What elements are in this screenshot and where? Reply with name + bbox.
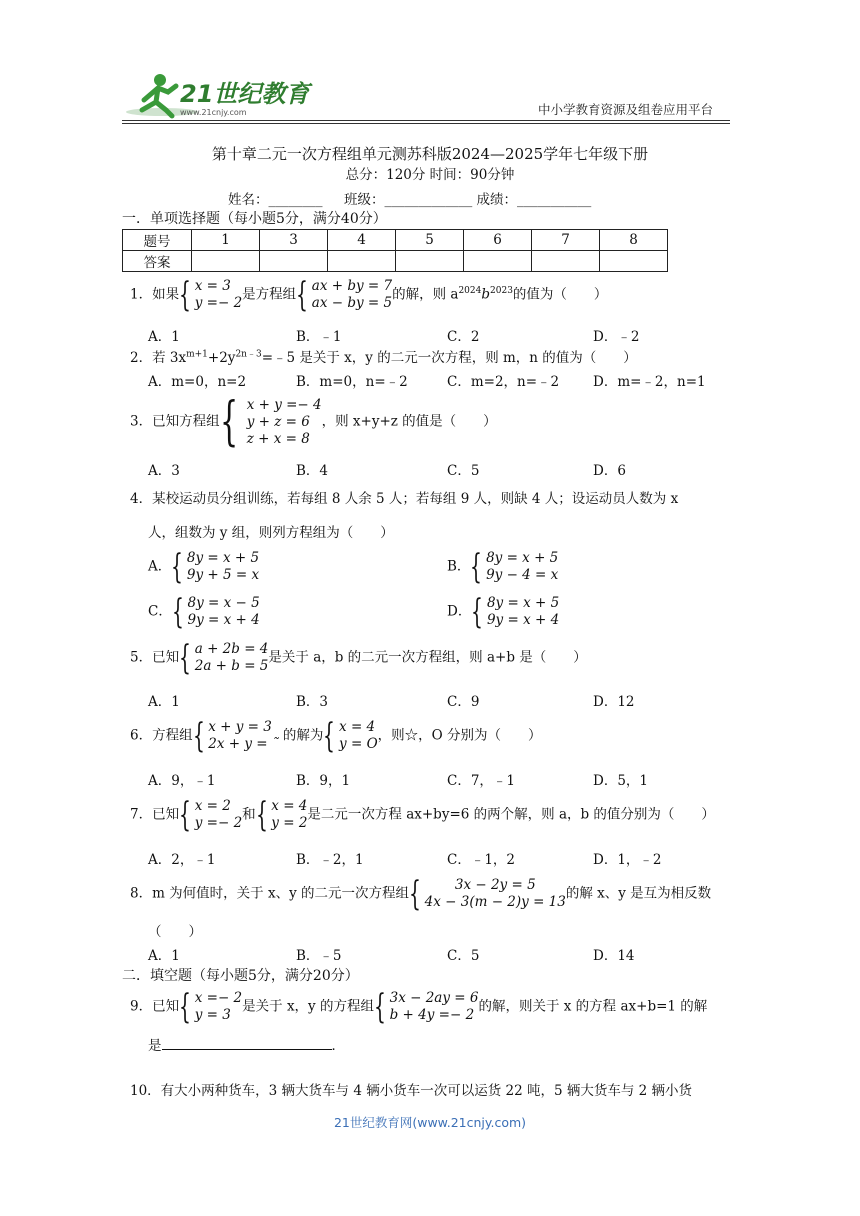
q7-option-d[interactable]: D．1，﹣2: [593, 852, 662, 868]
q7-option-a[interactable]: A．2，﹣1: [148, 852, 216, 868]
answer-cell[interactable]: [464, 251, 532, 272]
math-system: [323, 716, 378, 756]
platform-name: 中小学教育资源及组卷应用平台: [538, 102, 714, 117]
brace-symbol: {: [470, 547, 483, 587]
text-fragment: y = 2: [271, 815, 308, 831]
q3-option-b[interactable]: B．4: [296, 463, 329, 479]
question-8: [130, 874, 712, 914]
text-fragment: 8．m 为何值时，关于 x、y 的二元一次方程组: [130, 885, 410, 902]
q5-option-d[interactable]: D．12: [593, 694, 635, 710]
logo-21cnjy: [122, 70, 310, 120]
q8-option-c[interactable]: C．5: [447, 948, 480, 964]
text-fragment: 3x − 2y = 5: [454, 877, 536, 893]
text-fragment: 9y = x + 4: [187, 612, 260, 628]
text-fragment: +2y: [207, 350, 236, 366]
table-row: [123, 251, 668, 272]
text-fragment: y =− 2: [194, 815, 243, 831]
text-fragment: x + y =− 4: [246, 396, 322, 413]
text-fragment: 3．已知方程组: [130, 413, 220, 430]
text-fragment: 2．若 3x: [130, 350, 187, 366]
text-fragment: ．: [331, 1038, 345, 1054]
text-fragment: 的值为（ ）: [512, 286, 608, 303]
text-fragment: ，则 x+y+z 的值是（ ）: [321, 413, 497, 430]
equation-system: [195, 278, 242, 312]
text-fragment: ax + by = 7: [311, 278, 393, 294]
answer-cell[interactable]: [600, 251, 668, 272]
text-fragment: y = O: [339, 736, 378, 752]
header-rule-thin: [122, 123, 730, 124]
text-fragment: 是二元一次方程 ax+by=6 的两个解，则 a，b 的值分别为（ ）: [307, 806, 715, 823]
text-fragment: 9y − 4 = x: [486, 567, 559, 583]
brace-symbol: {: [192, 716, 205, 756]
q5-option-a[interactable]: A．1: [148, 694, 180, 710]
answer-cell[interactable]: [396, 251, 464, 272]
q8-option-d[interactable]: D．14: [593, 948, 635, 964]
q5-option-c[interactable]: C．9: [447, 694, 480, 710]
q7-option-c[interactable]: C．﹣1，2: [447, 852, 516, 868]
text-fragment: C．: [148, 603, 172, 620]
text-fragment: 的解 x、y 是互为相反数: [565, 885, 712, 902]
question-4-line1: 4．某校运动员分组训练，若每组 8 人余 5 人；若每组 9 人，则缺 4 人；设运动员人数为 x: [130, 491, 679, 507]
equation-system: [271, 798, 307, 832]
name-line: [228, 188, 591, 208]
text-fragment: 2023: [490, 286, 513, 296]
text-fragment: 是关于 x，y 的方程组: [242, 998, 374, 1015]
answer-cell[interactable]: [192, 251, 260, 272]
brace-symbol: {: [255, 795, 268, 835]
q6-option-b[interactable]: B．9，1: [296, 773, 351, 789]
text-fragment: [154, 74, 166, 86]
equation-system: [208, 719, 278, 753]
math-system: [470, 547, 559, 587]
text-fragment: 3x − 2ay = 6: [389, 990, 479, 1006]
q1-option-d[interactable]: D．﹣2: [593, 329, 640, 345]
q8-option-a[interactable]: A．1: [148, 948, 180, 964]
exam-title: 第十章二元一次方程组单元测苏科版2024—2025学年七年级下册: [211, 145, 649, 163]
table-cell: 答案: [123, 251, 192, 272]
equation-system: [425, 877, 566, 911]
q4-option-a[interactable]: [148, 547, 260, 587]
q4-option-d[interactable]: [447, 592, 560, 632]
math-system: [255, 795, 308, 835]
text-fragment: 2x + y = ˜: [208, 736, 279, 752]
text-fragment: 8y = x + 5: [486, 550, 559, 566]
q1-option-a[interactable]: A．1: [148, 329, 180, 345]
math-system: [171, 592, 260, 632]
table-cell: 4: [328, 230, 396, 251]
brace-symbol: {: [179, 795, 191, 835]
equation-system: [486, 550, 558, 584]
table-cell: 6: [464, 230, 532, 251]
brace-symbol: {: [471, 592, 484, 632]
answer-table: [122, 229, 668, 272]
text-fragment: 的解，则关于 x 的方程 ax+b=1 的解: [478, 998, 708, 1015]
equation-system: [187, 550, 259, 584]
question-8-paren: （ ）: [148, 924, 202, 940]
table-cell: 8: [600, 230, 668, 251]
name-field[interactable]: 姓名：________: [228, 192, 323, 208]
text-fragment: 2a + b = 5: [194, 658, 269, 674]
section-2-heading: 二．填空题（每小题5分，满分20分）: [122, 968, 359, 984]
equation-system: [487, 595, 559, 629]
q3-option-d[interactable]: D．6: [593, 463, 626, 479]
text-fragment: 8y = x + 5: [486, 595, 560, 611]
question-10-line1: 10．有大小两种货车，3 辆大货车与 4 辆小货车一次可以运货 22 吨，5 辆大货车与 2 辆小货: [130, 1083, 693, 1099]
equation-system: [312, 278, 392, 312]
answer-cell[interactable]: [532, 251, 600, 272]
text-fragment: x + y = 3: [208, 719, 272, 735]
text-fragment: m+1: [186, 349, 208, 360]
text-fragment: A．: [148, 558, 172, 575]
math-system: [409, 874, 566, 914]
q3-option-c[interactable]: C．5: [447, 463, 480, 479]
brace-symbol: {: [373, 987, 386, 1027]
question-3: [130, 392, 497, 452]
section-1-heading: 一．单项选择题（每小题5分，满分40分）: [122, 211, 387, 227]
text-fragment: 9y + 5 = x: [186, 567, 260, 583]
brace-symbol: {: [171, 592, 184, 632]
brace-symbol: {: [179, 275, 191, 315]
q2-option-d[interactable]: D．m=﹣2，n=1: [593, 374, 706, 390]
math-system: [296, 275, 393, 315]
table-cell: 1: [192, 230, 260, 251]
text-fragment: x = 4: [271, 798, 308, 814]
text-fragment: 7．已知: [130, 806, 180, 823]
score-field[interactable]: 成绩：___________: [476, 192, 592, 208]
math-system: [179, 275, 243, 315]
text-fragment: 和: [242, 806, 256, 823]
equation-system: [339, 719, 378, 753]
q4-option-c[interactable]: [148, 592, 260, 632]
question-6: [130, 716, 542, 756]
text-fragment: 是: [148, 1038, 162, 1054]
text-fragment: y =− 2: [194, 295, 243, 311]
q4-option-b[interactable]: [447, 547, 559, 587]
text-fragment: D．: [447, 603, 472, 620]
q3-option-a[interactable]: A．3: [148, 463, 180, 479]
question-1: [130, 275, 608, 315]
math-system: [219, 392, 322, 452]
text-fragment: 2n﹣3: [235, 349, 262, 360]
q8-option-b[interactable]: B．﹣5: [296, 948, 342, 964]
text-fragment: 5．已知: [130, 649, 180, 666]
question-2: [130, 346, 637, 366]
math-system: [471, 592, 560, 632]
q2-option-a[interactable]: A．m=0，n=2: [148, 374, 247, 390]
question-7: [130, 795, 715, 835]
text-fragment: 2024: [458, 286, 482, 296]
footer-link[interactable]: 21世纪教育网(www.21cnjy.com): [333, 1115, 527, 1130]
text-fragment: 的解为: [282, 727, 324, 744]
text-fragment: 4x − 3(m − 2)y = 13: [424, 894, 566, 910]
q2-option-b[interactable]: B．m=0，n=﹣2: [296, 374, 408, 390]
text-fragment: 9．已知: [130, 998, 180, 1015]
math-system: [373, 987, 479, 1027]
class-field[interactable]: 班级：_____________: [343, 192, 473, 208]
brace-symbol: {: [179, 987, 191, 1027]
brace-symbol: {: [219, 392, 238, 452]
text-fragment: b + 4y =− 2: [389, 1007, 475, 1023]
equation-system: [247, 397, 322, 448]
table-cell: 题号: [123, 230, 192, 251]
text-fragment: x = 3: [194, 278, 231, 294]
text-fragment: 1．如果: [130, 286, 180, 303]
question-4-line2: 人，组数为 y 组，则列方程组为（ ）: [148, 525, 394, 541]
math-system: [192, 716, 279, 756]
math-system: [179, 795, 243, 835]
question-9-line2: [148, 1034, 345, 1054]
q1-option-b[interactable]: B．﹣1: [296, 329, 342, 345]
table-cell: 7: [532, 230, 600, 251]
text-fragment: 8y = x + 5: [186, 550, 260, 566]
text-fragment: =﹣5 是关于 x，y 的二元一次方程，则 m，n 的值为（ ）: [261, 350, 637, 366]
score-time-line: 总分：120分 时间：90分钟: [345, 167, 515, 183]
brace-symbol: {: [171, 547, 184, 587]
text-fragment: [123, 230, 668, 272]
text-fragment: x = 2: [194, 798, 231, 814]
math-system: [179, 638, 269, 678]
brace-symbol: {: [179, 638, 191, 678]
text-fragment: 8y = x − 5: [187, 595, 260, 611]
text-fragment: 6．方程组: [130, 727, 193, 744]
header-rule: [122, 120, 730, 121]
q6-option-c[interactable]: C．7，﹣1: [447, 773, 516, 789]
q9-answer-blank[interactable]: [162, 1035, 332, 1050]
q7-option-b[interactable]: B．﹣2，1: [296, 852, 364, 868]
text-fragment: 是关于 a，b 的二元一次方程组，则 a+b 是（ ）: [268, 649, 587, 666]
text-fragment: b: [481, 286, 491, 303]
math-system: [179, 987, 243, 1027]
table-cell: 3: [260, 230, 328, 251]
q1-option-c[interactable]: C．2: [447, 329, 480, 345]
text-fragment: B．: [447, 558, 471, 575]
answer-cell[interactable]: [328, 251, 396, 272]
text-fragment: y = 3: [194, 1007, 231, 1023]
text-fragment: a + 2b = 4: [194, 641, 269, 657]
q6-option-a[interactable]: A．9，﹣1: [148, 773, 216, 789]
text-fragment: y + z = 6: [246, 413, 310, 430]
math-system: [171, 547, 260, 587]
text-fragment: z + x = 8: [246, 430, 310, 447]
q6-option-d[interactable]: D．5，1: [593, 773, 649, 789]
brace-symbol: {: [409, 874, 421, 914]
q5-option-b[interactable]: B．3: [296, 694, 329, 710]
question-5: [130, 638, 587, 678]
brace-symbol: {: [296, 275, 309, 315]
logo-text: 21世纪教育: [180, 80, 310, 108]
table-row: [123, 230, 668, 251]
equation-system: [195, 641, 269, 675]
text-fragment: ，则☆，O 分别为（ ）: [377, 727, 542, 744]
brace-symbol: {: [323, 716, 336, 756]
text-fragment: 是方程组: [242, 286, 297, 303]
logo-url: www.21cnjy.com: [180, 108, 247, 117]
table-cell: 5: [396, 230, 464, 251]
answer-cell[interactable]: [260, 251, 328, 272]
equation-system: [187, 595, 259, 629]
equation-system: [195, 990, 242, 1024]
text-fragment: x =− 2: [194, 990, 243, 1006]
equation-system: [195, 798, 242, 832]
text-fragment: 9y = x + 4: [486, 612, 560, 628]
text-fragment: 的解，则 a: [392, 286, 459, 303]
text-fragment: x = 4: [339, 719, 376, 735]
equation-system: [390, 990, 479, 1024]
text-fragment: ax − by = 5: [311, 295, 393, 311]
question-9: [130, 987, 708, 1027]
q2-option-c[interactable]: C．m=2，n=﹣2: [447, 374, 560, 390]
